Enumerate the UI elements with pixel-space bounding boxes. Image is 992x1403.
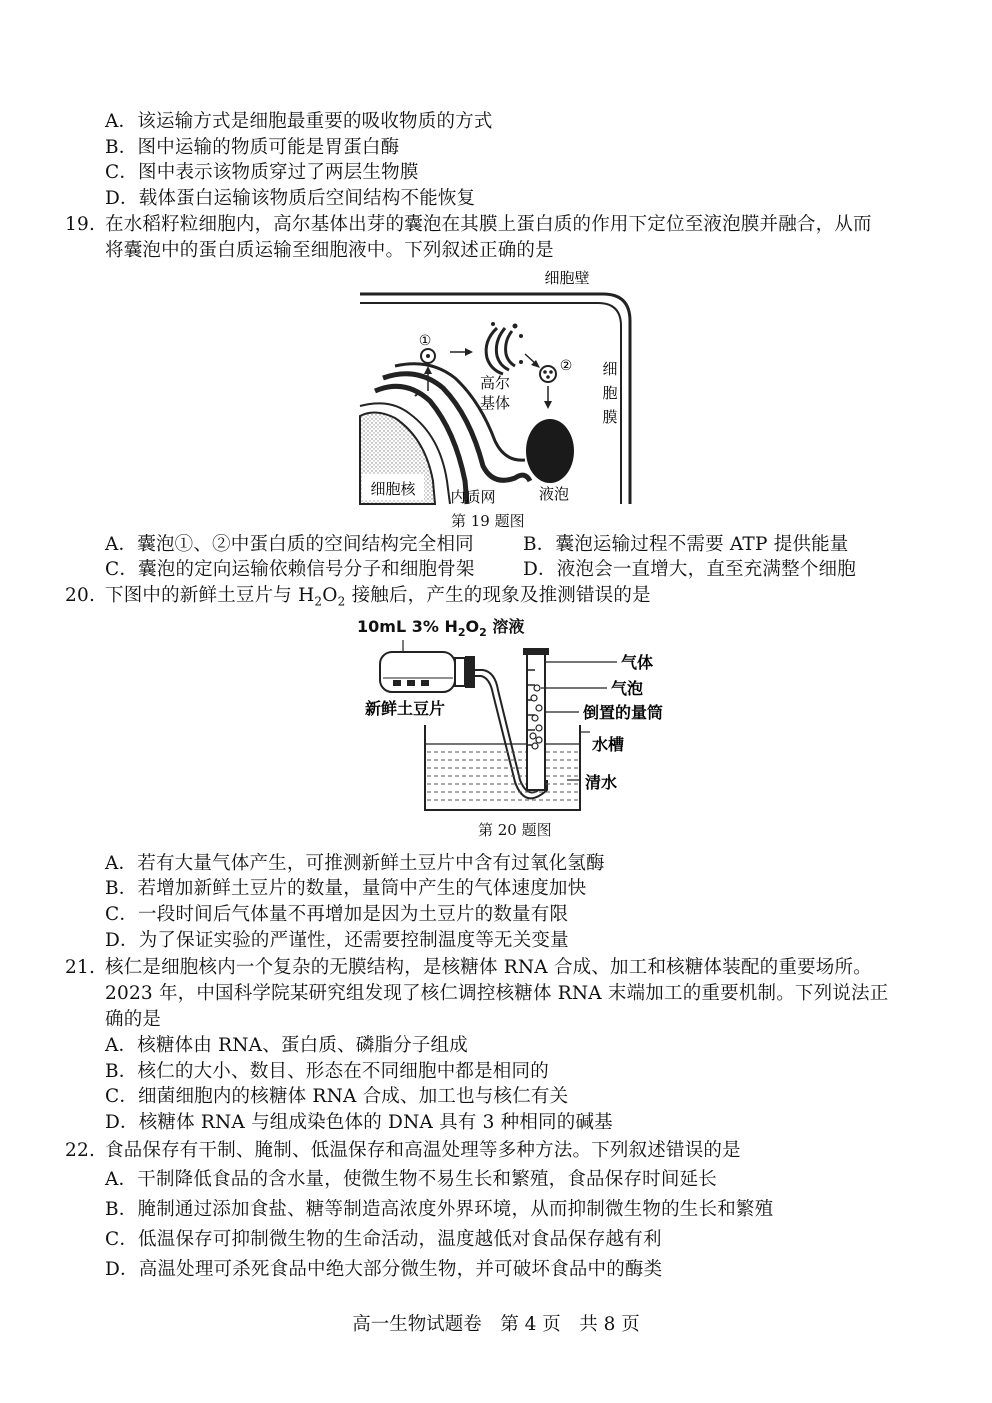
- bubble-label: 气泡: [611, 679, 644, 698]
- q18-option-a: A．该运输方式是细胞最重要的吸收物质的方式: [105, 111, 493, 132]
- page-footer: 高一生物试题卷 第 4 页 共 8 页: [352, 1314, 640, 1335]
- cylinder-label: 倒置的量筒: [583, 703, 664, 722]
- q22-number: 22.: [65, 1140, 96, 1161]
- q20-solution-label: 10mL 3% $H_2O_2$ 溶液: [357, 617, 525, 640]
- q22-option-a: A．干制降低食品的含水量，使微生物不易生长和繁殖，食品保存时间延长: [105, 1169, 717, 1190]
- golgi-label-2: 基体: [479, 394, 511, 412]
- golgi-shape: [486, 322, 523, 374]
- q19-number: 19.: [65, 214, 96, 235]
- q20-figure: [355, 640, 675, 815]
- vacuole-label: 液泡: [538, 485, 570, 503]
- membrane-char-2: 胞: [602, 384, 618, 402]
- q21-stem-line1: 核仁是细胞核内一个复杂的无膜结构，是核糖体 RNA 合成、加工和核糖体装配的重要场所。: [105, 957, 872, 978]
- q22-stem: 食品保存有干制、腌制、低温保存和高温处理等多种方法。下列叙述错误的是: [105, 1140, 741, 1161]
- q19-option-b: B．囊泡运输过程不需要 ATP 提供能量: [523, 534, 849, 555]
- q20-option-c: C．一段时间后气体量不再增加是因为土豆片的数量有限: [105, 904, 569, 925]
- q19-option-d: D．液泡会一直增大，直至充满整个细胞: [523, 559, 856, 580]
- q20-option-a: A．若有大量气体产生，可推测新鲜土豆片中含有过氧化氢酶: [105, 853, 605, 874]
- q21-option-a: A．核糖体由 RNA、蛋白质、磷脂分子组成: [105, 1035, 468, 1056]
- q19-option-c: C．囊泡的定向运输依赖信号分子和细胞骨架: [105, 559, 475, 580]
- golgi-label-1: 高尔: [479, 374, 511, 392]
- membrane-char-1: 细: [602, 360, 618, 378]
- bottle-stopper: [465, 656, 475, 688]
- cell-wall-label: 细胞壁: [544, 269, 590, 287]
- q18-option-b: B．图中运输的物质可能是胃蛋白酶: [105, 137, 400, 158]
- q19-figure: [355, 266, 640, 508]
- q19-option-a: A．囊泡①、②中蛋白质的空间结构完全相同: [105, 534, 474, 555]
- reaction-bottle: [380, 652, 455, 692]
- nucleus-label: 细胞核: [370, 480, 416, 498]
- tank-label: 水槽: [592, 735, 625, 754]
- q20-option-b: B．若增加新鲜土豆片的数量，量筒中产生的气体速度加快: [105, 878, 587, 899]
- vesicle-2: [540, 366, 556, 382]
- er-label: 内质网: [450, 488, 496, 506]
- q21-option-c: C．细菌细胞内的核糖体 RNA 合成、加工也与核仁有关: [105, 1086, 569, 1107]
- q22-option-d: D．高温处理可杀死食品中绝大部分微生物，并可破坏食品中的酶类: [105, 1259, 663, 1280]
- gas-label: 气体: [621, 653, 654, 672]
- q20-number: 20.: [65, 585, 96, 606]
- q20-figure-caption: 第 20 题图: [478, 821, 552, 839]
- vesicle-2-mark: ②: [559, 358, 573, 374]
- q20-option-d: D．为了保证实验的严谨性，还需要控制温度等无关变量: [105, 930, 569, 951]
- q21-option-d: D．核糖体 RNA 与组成染色体的 DNA 具有 3 种相同的碱基: [105, 1112, 613, 1133]
- q21-number: 21.: [65, 957, 96, 978]
- q19-stem-line2: 将囊泡中的蛋白质运输至细胞液中。下列叙述正确的是: [105, 240, 554, 261]
- q21-stem-line2: 2023 年，中国科学院某研究组发现了核仁调控核糖体 RNA 末端加工的重要机制。下列说法正: [105, 983, 889, 1004]
- q21-option-b: B．核仁的大小、数目、形态在不同细胞中都是相同的: [105, 1061, 549, 1082]
- q22-option-c: C．低温保存可抑制微生物的生命活动，温度越低对食品保存越有利: [105, 1229, 662, 1250]
- q22-option-b: B．腌制通过添加食盐、糖等制造高浓度外界环境，从而抑制微生物的生长和繁殖: [105, 1199, 774, 1220]
- potato-label: 新鲜土豆片: [365, 699, 446, 718]
- water-label: 清水: [585, 773, 618, 792]
- q21-stem-line3: 确的是: [105, 1009, 162, 1030]
- membrane-char-3: 膜: [602, 408, 618, 426]
- q18-option-d: D．载体蛋白运输该物质后空间结构不能恢复: [105, 188, 476, 209]
- q20-stem: 下图中的新鲜土豆片与 $H_2O_2$ 接触后，产生的现象及推测错误的是: [105, 585, 651, 609]
- vesicle-1-mark: ①: [418, 333, 432, 349]
- q18-option-c: C．图中表示该物质穿过了两层生物膜: [105, 162, 419, 183]
- q19-stem-line1: 在水稻籽粒细胞内，高尔基体出芽的囊泡在其膜上蛋白质的作用下定位至液泡膜并融合，从而: [105, 214, 872, 235]
- vacuole-shape: [526, 419, 574, 483]
- q19-figure-caption: 第 19 题图: [451, 512, 525, 530]
